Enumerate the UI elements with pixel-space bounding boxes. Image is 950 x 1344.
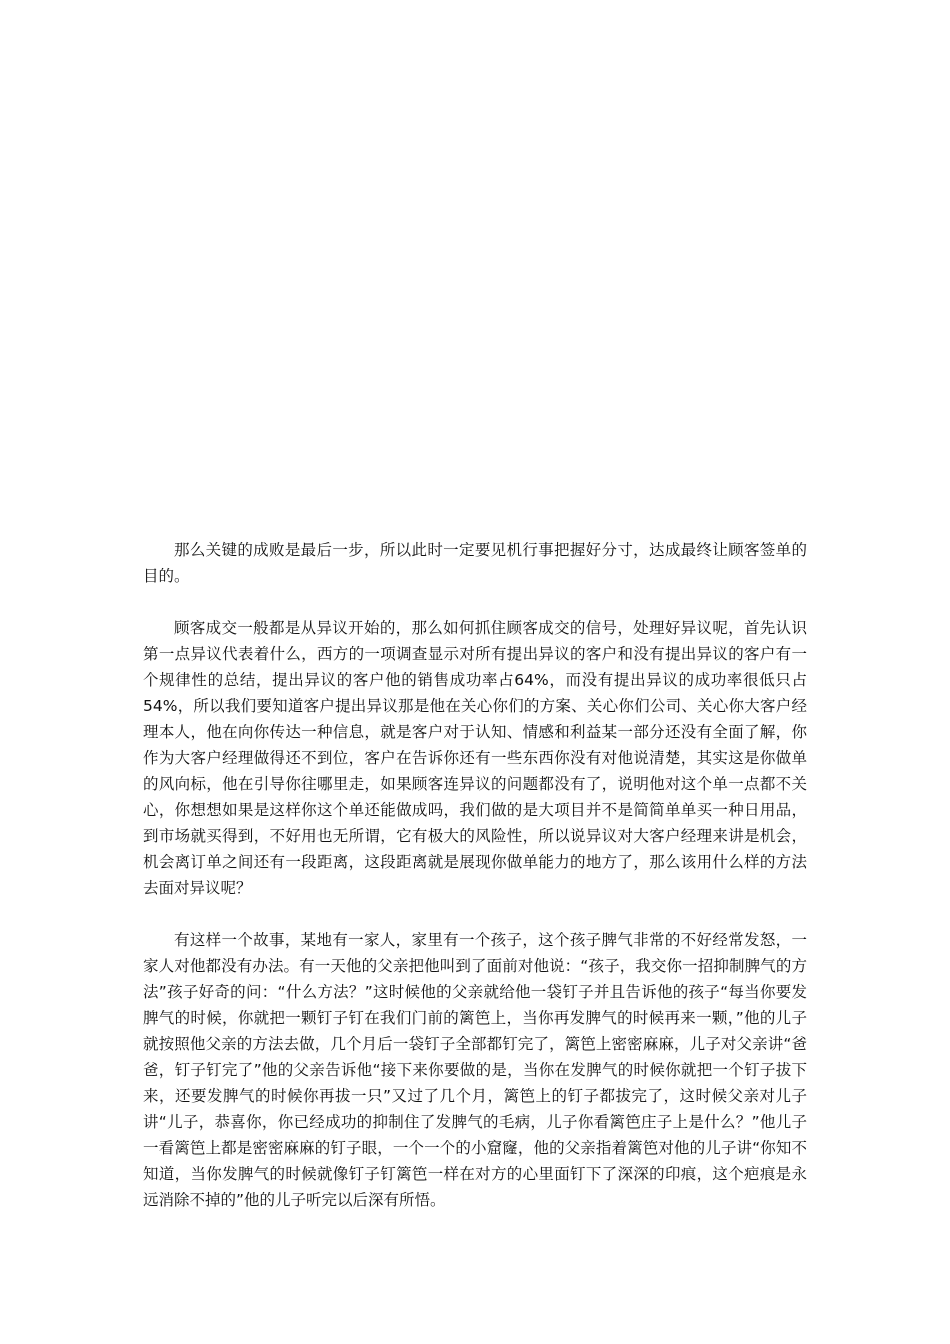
paragraph-nail-story: 有这样一个故事，某地有一家人，家里有一个孩子，这个孩子脾气非常的不好经常发怒，一家人对他都没有办法。有一天他的父亲把他叫到了面前对他说：“孩子，我交你一招抑制脾气的方法”孩子好奇的问：“什么方法？”这时候他的父亲就给他一袋钉子并且告诉他的孩子“每当你要发脾气的时候，你就把一颗钉子钉在我们门前的篱笆上，当你再发脾气的时候再来一颗，”他的儿子就按照他父亲的方法去做，几个月后一袋钉子全部都钉完了，篱笆上密密麻麻，儿子对父亲讲“爸爸，钉子钉完了”他的父亲告诉他“接下来你要做的是，当你在发脾气的时候你就把一个钉子拔下来，还要发脾气的时候你再拔一只”又过了几个月，篱笆上的钉子都拔完了，这时候父亲对儿子讲“儿子，恭喜你，你已经成功的抑制住了发脾气的毛病，儿子你看篱笆庄子上是什么？”他儿子一看篱笆上都是密密麻麻的钉子眼，一个一个的小窟窿，他的父亲指着篱笆对他的儿子讲“你知不知道，当你发脾气的时候就像钉子钉篱笆一样在对方的心里面钉下了深深的印痕，这个疤痕是永远消除不掉的”他的儿子听完以后深有所悟。 bbox=[143, 931, 807, 1209]
document-body bbox=[143, 537, 807, 1213]
paragraph-closing-step: 那么关键的成败是最后一步，所以此时一定要见机行事把握好分寸，达成最终让顾客签单的目的。 bbox=[143, 541, 807, 585]
paragraph-objections: 顾客成交一般都是从异议开始的，那么如何抓住顾客成交的信号，处理好异议呢，首先认识第一点异议代表着什么，西方的一项调查显示对所有提出异议的客户和没有提出异议的客户有一个规律性的总结，提出异议的客户他的销售成功率占64%，而没有提出异议的成功率很低只占54%，所以我们要知道客户提出异议那是他在关心你们的方案、关心你们公司、关心你大客户经理本人，他在向你传达一种信息，就是客户对于认知、情感和利益某一部分还没有全面了解，你作为大客户经理做得还不到位，客户在告诉你还有一些东西你没有对他说清楚，其实这是你做单的风向标，他在引导你往哪里走，如果顾客连异议的问题都没有了，说明他对这个单一点都不关心，你想想如果是这样你这个单还能做成吗，我们做的是大项目并不是简简单单买一种日用品，到市场就买得到，不好用也无所谓，它有极大的风险性，所以说异议对大客户经理来讲是机会，机会离订单之间还有一段距离，这段距离就是展现你做单能力的地方了，那么该用什么样的方法去面对异议呢？ bbox=[143, 619, 807, 897]
